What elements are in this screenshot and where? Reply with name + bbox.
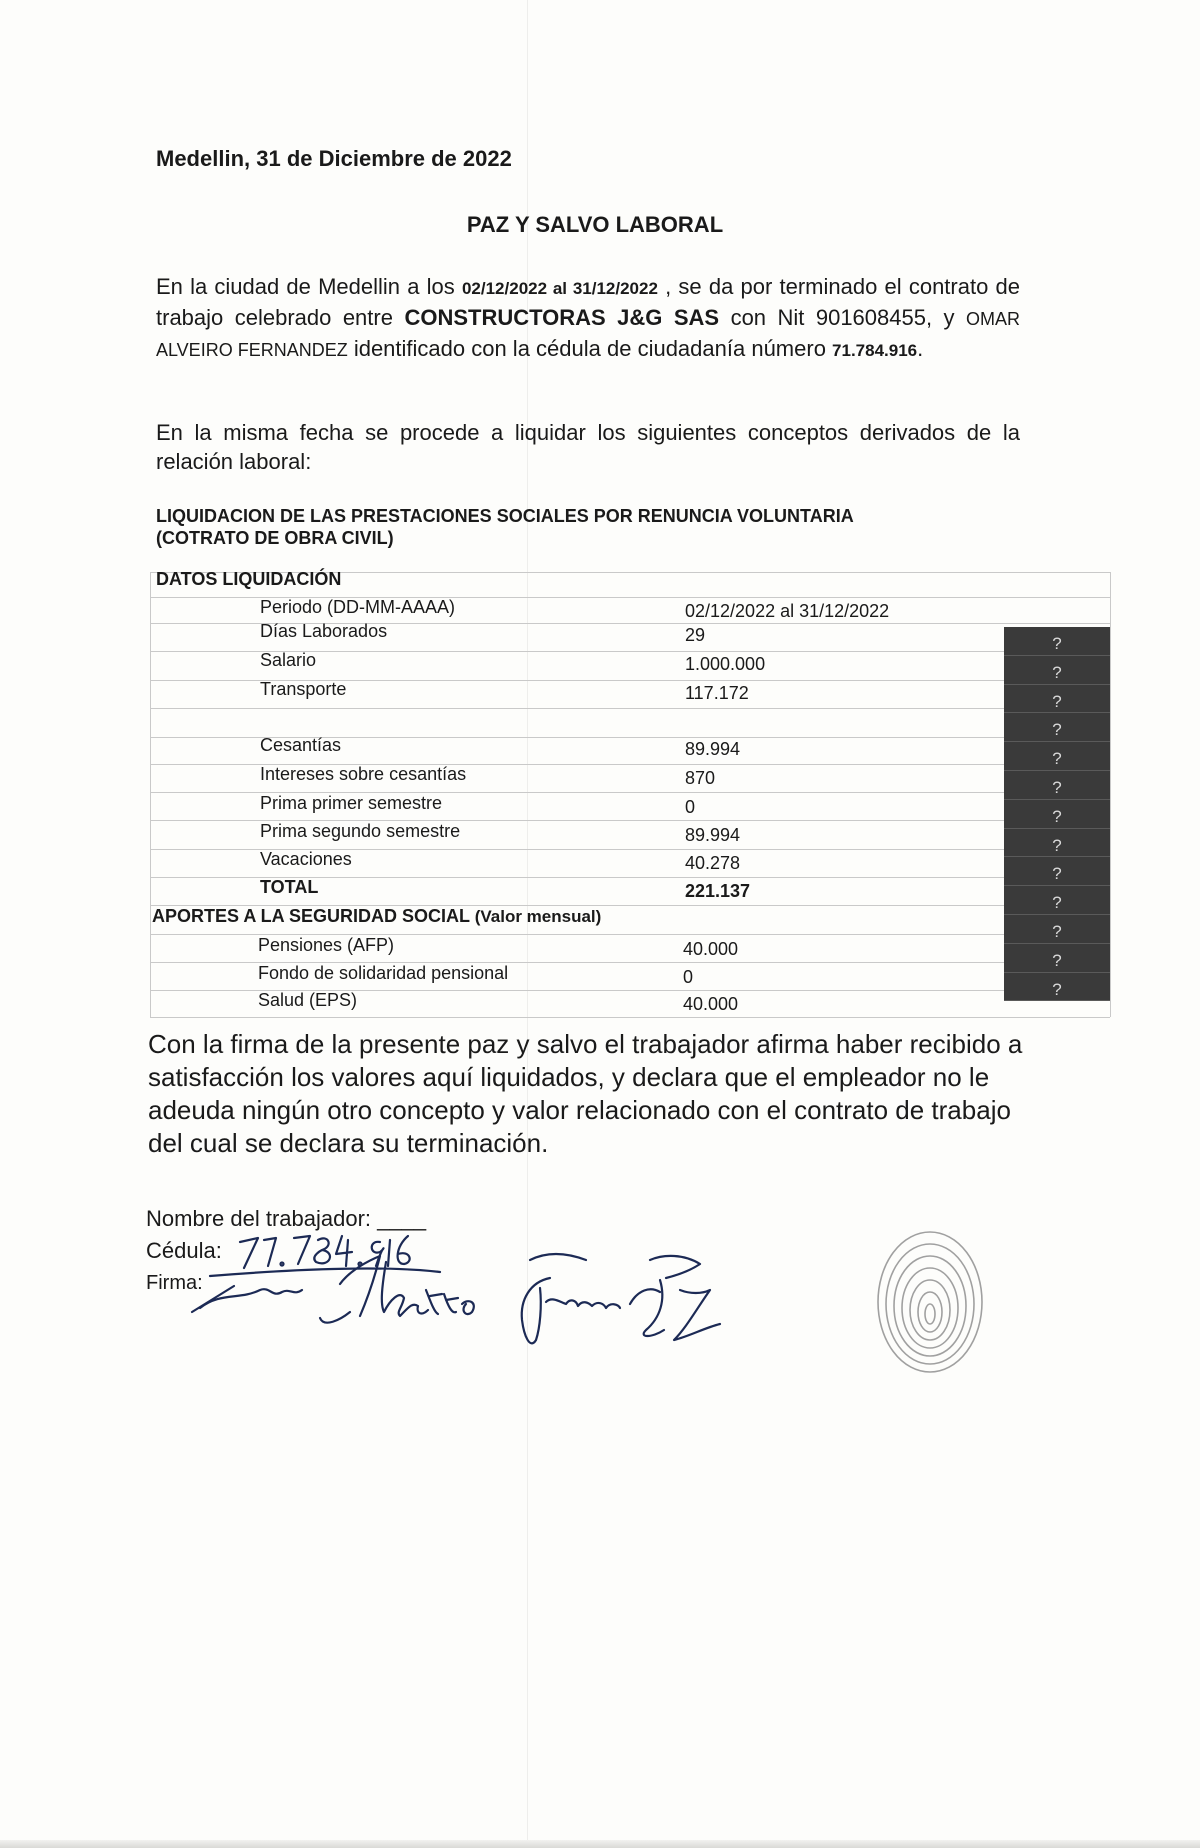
row-value: 870 xyxy=(685,768,716,788)
row-label: Prima segundo semestre xyxy=(260,821,461,841)
row-value: 40.000 xyxy=(683,994,739,1014)
row-value: 40.278 xyxy=(685,853,741,873)
question-cell: ? xyxy=(1004,973,1110,1002)
row-label: Prima primer semestre xyxy=(260,793,443,813)
row-label: Fondo de solidaridad pensional xyxy=(258,963,509,983)
row-label: Días Laborados xyxy=(260,621,388,641)
row-label: TOTAL xyxy=(260,877,319,897)
row-value: 1.000.000 xyxy=(685,654,766,674)
row-value: 29 xyxy=(685,625,706,645)
intro-paragraph xyxy=(156,272,1020,365)
document-title-text: PAZ Y SALVO LABORAL xyxy=(466,212,724,237)
liquidation-heading xyxy=(156,505,854,549)
row-label: Cesantías xyxy=(260,735,342,755)
page-bottom-edge xyxy=(0,1840,1200,1848)
p1-e: . xyxy=(917,336,924,361)
question-cell: ? xyxy=(1004,857,1110,886)
question-cell: ? xyxy=(1004,656,1110,685)
question-cell: ? xyxy=(1004,829,1110,858)
question-cell: ? xyxy=(1004,944,1110,973)
row-value: 89.994 xyxy=(685,825,741,845)
p1-c: con Nit 901608455, y xyxy=(719,305,967,330)
aportes-heading-suffix: (Valor mensual) xyxy=(474,907,602,926)
document-title xyxy=(0,212,1200,238)
aportes-heading xyxy=(152,906,601,927)
row-value: 221.137 xyxy=(685,881,751,901)
question-cell: ? xyxy=(1004,886,1110,915)
aportes-heading-text: APORTES A LA SEGURIDAD SOCIAL xyxy=(152,906,470,926)
row-label: Salud (EPS) xyxy=(258,990,358,1010)
question-cell: ? xyxy=(1004,685,1110,714)
liquidation-paragraph: En la misma fecha se procede a liquidar los siguientes conceptos derivados de la relación laboral: xyxy=(156,420,1020,474)
handwritten-signature xyxy=(190,1220,840,1370)
row-value: 89.994 xyxy=(685,739,741,759)
datos-liquidacion-heading: DATOS LIQUIDACIÓN xyxy=(156,569,342,589)
row-value: 0 xyxy=(683,967,694,987)
question-cell: ? xyxy=(1004,800,1110,829)
row-label: Intereses sobre cesantías xyxy=(260,764,467,784)
contract-period: 02/12/2022 al 31/12/2022 xyxy=(461,279,658,298)
row-value: 02/12/2022 al 31/12/2022 xyxy=(685,601,890,621)
worker-cedula: 71.784.916 xyxy=(832,341,918,360)
question-cell: ? xyxy=(1004,713,1110,742)
row-label: Transporte xyxy=(260,679,347,699)
p1-b: , se da por terminado el contrato de trabajo celebrado entre xyxy=(156,274,1020,330)
row-value: 117.172 xyxy=(685,683,749,703)
row-value: 0 xyxy=(685,797,696,817)
closing-paragraph: Con la firma de la presente paz y salvo el trabajador afirma haber recibido a satisfacción los valores aquí liquidados, y declara que el empleador no le adeuda ningún otro concepto y valor relacionado con el contrato de trabajo del cual se declara su terminación. xyxy=(148,1029,1023,1158)
firma-label: Firma: xyxy=(146,1272,203,1294)
row-label: Periodo (DD-MM-AAAA) xyxy=(260,597,456,617)
question-cell: ? xyxy=(1004,771,1110,800)
question-cell: ? xyxy=(1004,742,1110,771)
liquidation-heading-line-2: (COTRATO DE OBRA CIVIL) xyxy=(156,528,394,548)
row-value: 40.000 xyxy=(683,939,739,959)
company-name: CONSTRUCTORAS J&G SAS xyxy=(404,305,720,330)
question-mark-column xyxy=(1004,627,1110,1001)
row-label: Pensiones (AFP) xyxy=(258,935,395,955)
worker-name-label: Nombre del trabajador: ____ xyxy=(146,1206,427,1231)
question-cell: ? xyxy=(1004,627,1110,656)
date-line: Medellin, 31 de Diciembre de 2022 xyxy=(156,146,512,171)
cedula-label: Cédula: xyxy=(146,1238,222,1263)
question-cell: ? xyxy=(1004,915,1110,944)
p1-a: En la ciudad de Medellin a los xyxy=(156,274,462,299)
worker-name: OMAR ALVEIRO FERNANDEZ xyxy=(156,309,1021,360)
row-label: Vacaciones xyxy=(260,849,352,869)
fingerprint-image xyxy=(870,1220,990,1380)
p1-d: identificado con la cédula de ciudadanía número xyxy=(347,336,833,361)
liquidation-heading-line-1: LIQUIDACION DE LAS PRESTACIONES SOCIALES POR RENUNCIA VOLUNTARIA xyxy=(156,506,854,526)
row-label: Salario xyxy=(260,650,317,670)
